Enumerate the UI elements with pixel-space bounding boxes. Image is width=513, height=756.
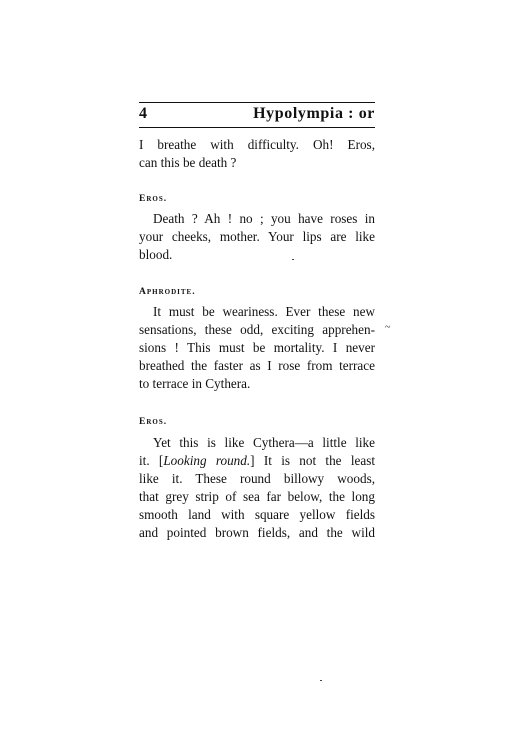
text-line: sions ! This must be mortality. I never xyxy=(139,340,375,355)
speaker-label-eros: Eros. xyxy=(139,194,168,204)
text-line: breathed the faster as I rose from terrace xyxy=(139,358,375,373)
text-line: to terrace in Cythera. xyxy=(139,376,251,391)
speaker-label-aphrodite: Aphrodite. xyxy=(139,287,196,297)
text-line xyxy=(139,452,375,470)
text-line: sensations, these odd, exciting apprehen- xyxy=(139,322,375,337)
speech-continuation xyxy=(139,136,375,172)
speech-eros-2 xyxy=(139,434,375,542)
speech-aphrodite xyxy=(139,303,375,393)
text-line: Death ? Ah ! no ; you have roses in xyxy=(153,211,375,226)
text-line: It must be weariness. Ever these new xyxy=(153,304,375,319)
book-page xyxy=(139,0,375,756)
text-fragment: it. [ xyxy=(139,453,164,468)
speaker-label-eros: Eros. xyxy=(139,417,168,427)
text-line: blood. xyxy=(139,247,173,262)
text-line: can this be death ? xyxy=(139,155,237,170)
text-fragment: ] It is not the least xyxy=(250,453,375,468)
text-line: I breathe with difficulty. Oh! Eros, xyxy=(139,137,375,152)
page-number: 4 xyxy=(139,105,148,122)
running-head: Hypolympia : or xyxy=(253,105,375,122)
text-line: your cheeks, mother. Your lips are like xyxy=(139,229,375,244)
print-speck xyxy=(292,259,294,260)
text-line: Yet this is like Cythera—a little like xyxy=(153,435,375,450)
stage-direction: Looking round. xyxy=(163,453,251,468)
print-speck xyxy=(320,680,322,681)
speech-eros-1 xyxy=(139,210,375,264)
text-line: that grey strip of sea far below, the long xyxy=(139,489,375,504)
text-line: smooth land with square yellow fields xyxy=(139,507,375,522)
text-line: and pointed brown fields, and the wild xyxy=(139,525,375,540)
text-line: like it. These round billowy woods, xyxy=(139,471,375,486)
margin-mark: ~ xyxy=(385,322,391,333)
page-header xyxy=(139,102,375,128)
